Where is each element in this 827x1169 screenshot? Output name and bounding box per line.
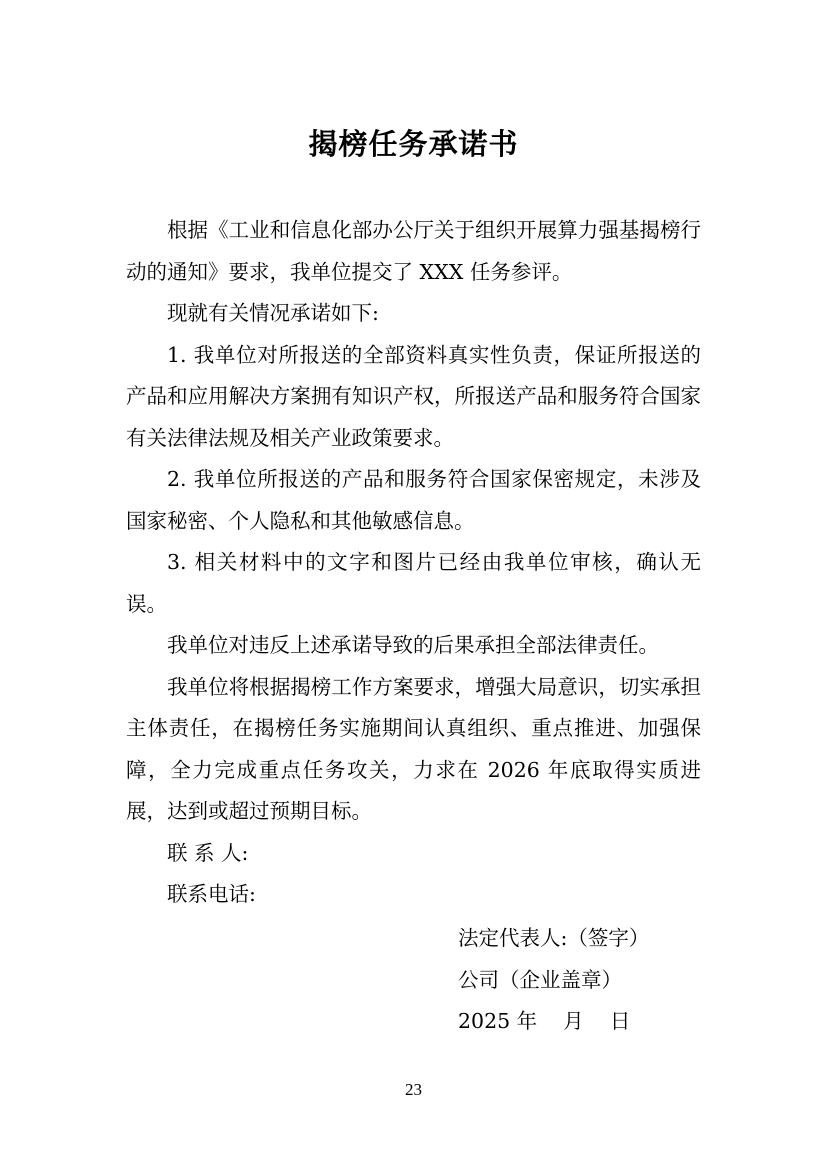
legal-representative-label: 法定代表人:（签字） bbox=[458, 926, 650, 950]
pledge-paragraph: 我单位将根据揭榜工作方案要求，增强大局意识，切实承担主体责任，在揭榜任务实施期间认真组织、重点推进、加强保障，全力完成重点任务攻关，力求在 2026 年底取得实质进展，达到或超过预期目标。 bbox=[126, 674, 701, 823]
document-body bbox=[126, 210, 701, 916]
page-title: 揭榜任务承诺书 bbox=[308, 127, 519, 161]
commitment-item-3: 3. 相关材料中的文字和图片已经由我单位审核，确认无误。 bbox=[126, 550, 701, 616]
commitment-lead-paragraph: 现就有关情况承诺如下: bbox=[167, 301, 379, 325]
company-seal-label: 公司（企业盖章） bbox=[458, 967, 622, 992]
contact-person-label: 联 系 人: bbox=[167, 840, 249, 865]
contact-phone-label: 联系电话: bbox=[167, 882, 256, 906]
commitment-item-1: 1. 我单位对所报送的全部资料真实性负责，保证所报送的产品和应用解决方案拥有知识产权，所报送产品和服务符合国家有关法律法规及相关产业政策要求。 bbox=[126, 342, 701, 450]
signature-block bbox=[458, 918, 649, 1043]
intro-paragraph: 根据《工业和信息化部办公厅关于组织开展算力强基揭榜行动的通知》要求，我单位提交了 XXX 任务参评。 bbox=[126, 218, 701, 284]
liability-paragraph: 我单位对违反上述承诺导致的后果承担全部法律责任。 bbox=[167, 633, 659, 657]
page-number: 23 bbox=[405, 1080, 422, 1099]
commitment-item-2: 2. 我单位所报送的产品和服务符合国家保密规定，未涉及国家秘密、个人隐私和其他敏感信息。 bbox=[126, 467, 701, 533]
signature-date: 2025 年 月 日 bbox=[458, 1009, 631, 1033]
